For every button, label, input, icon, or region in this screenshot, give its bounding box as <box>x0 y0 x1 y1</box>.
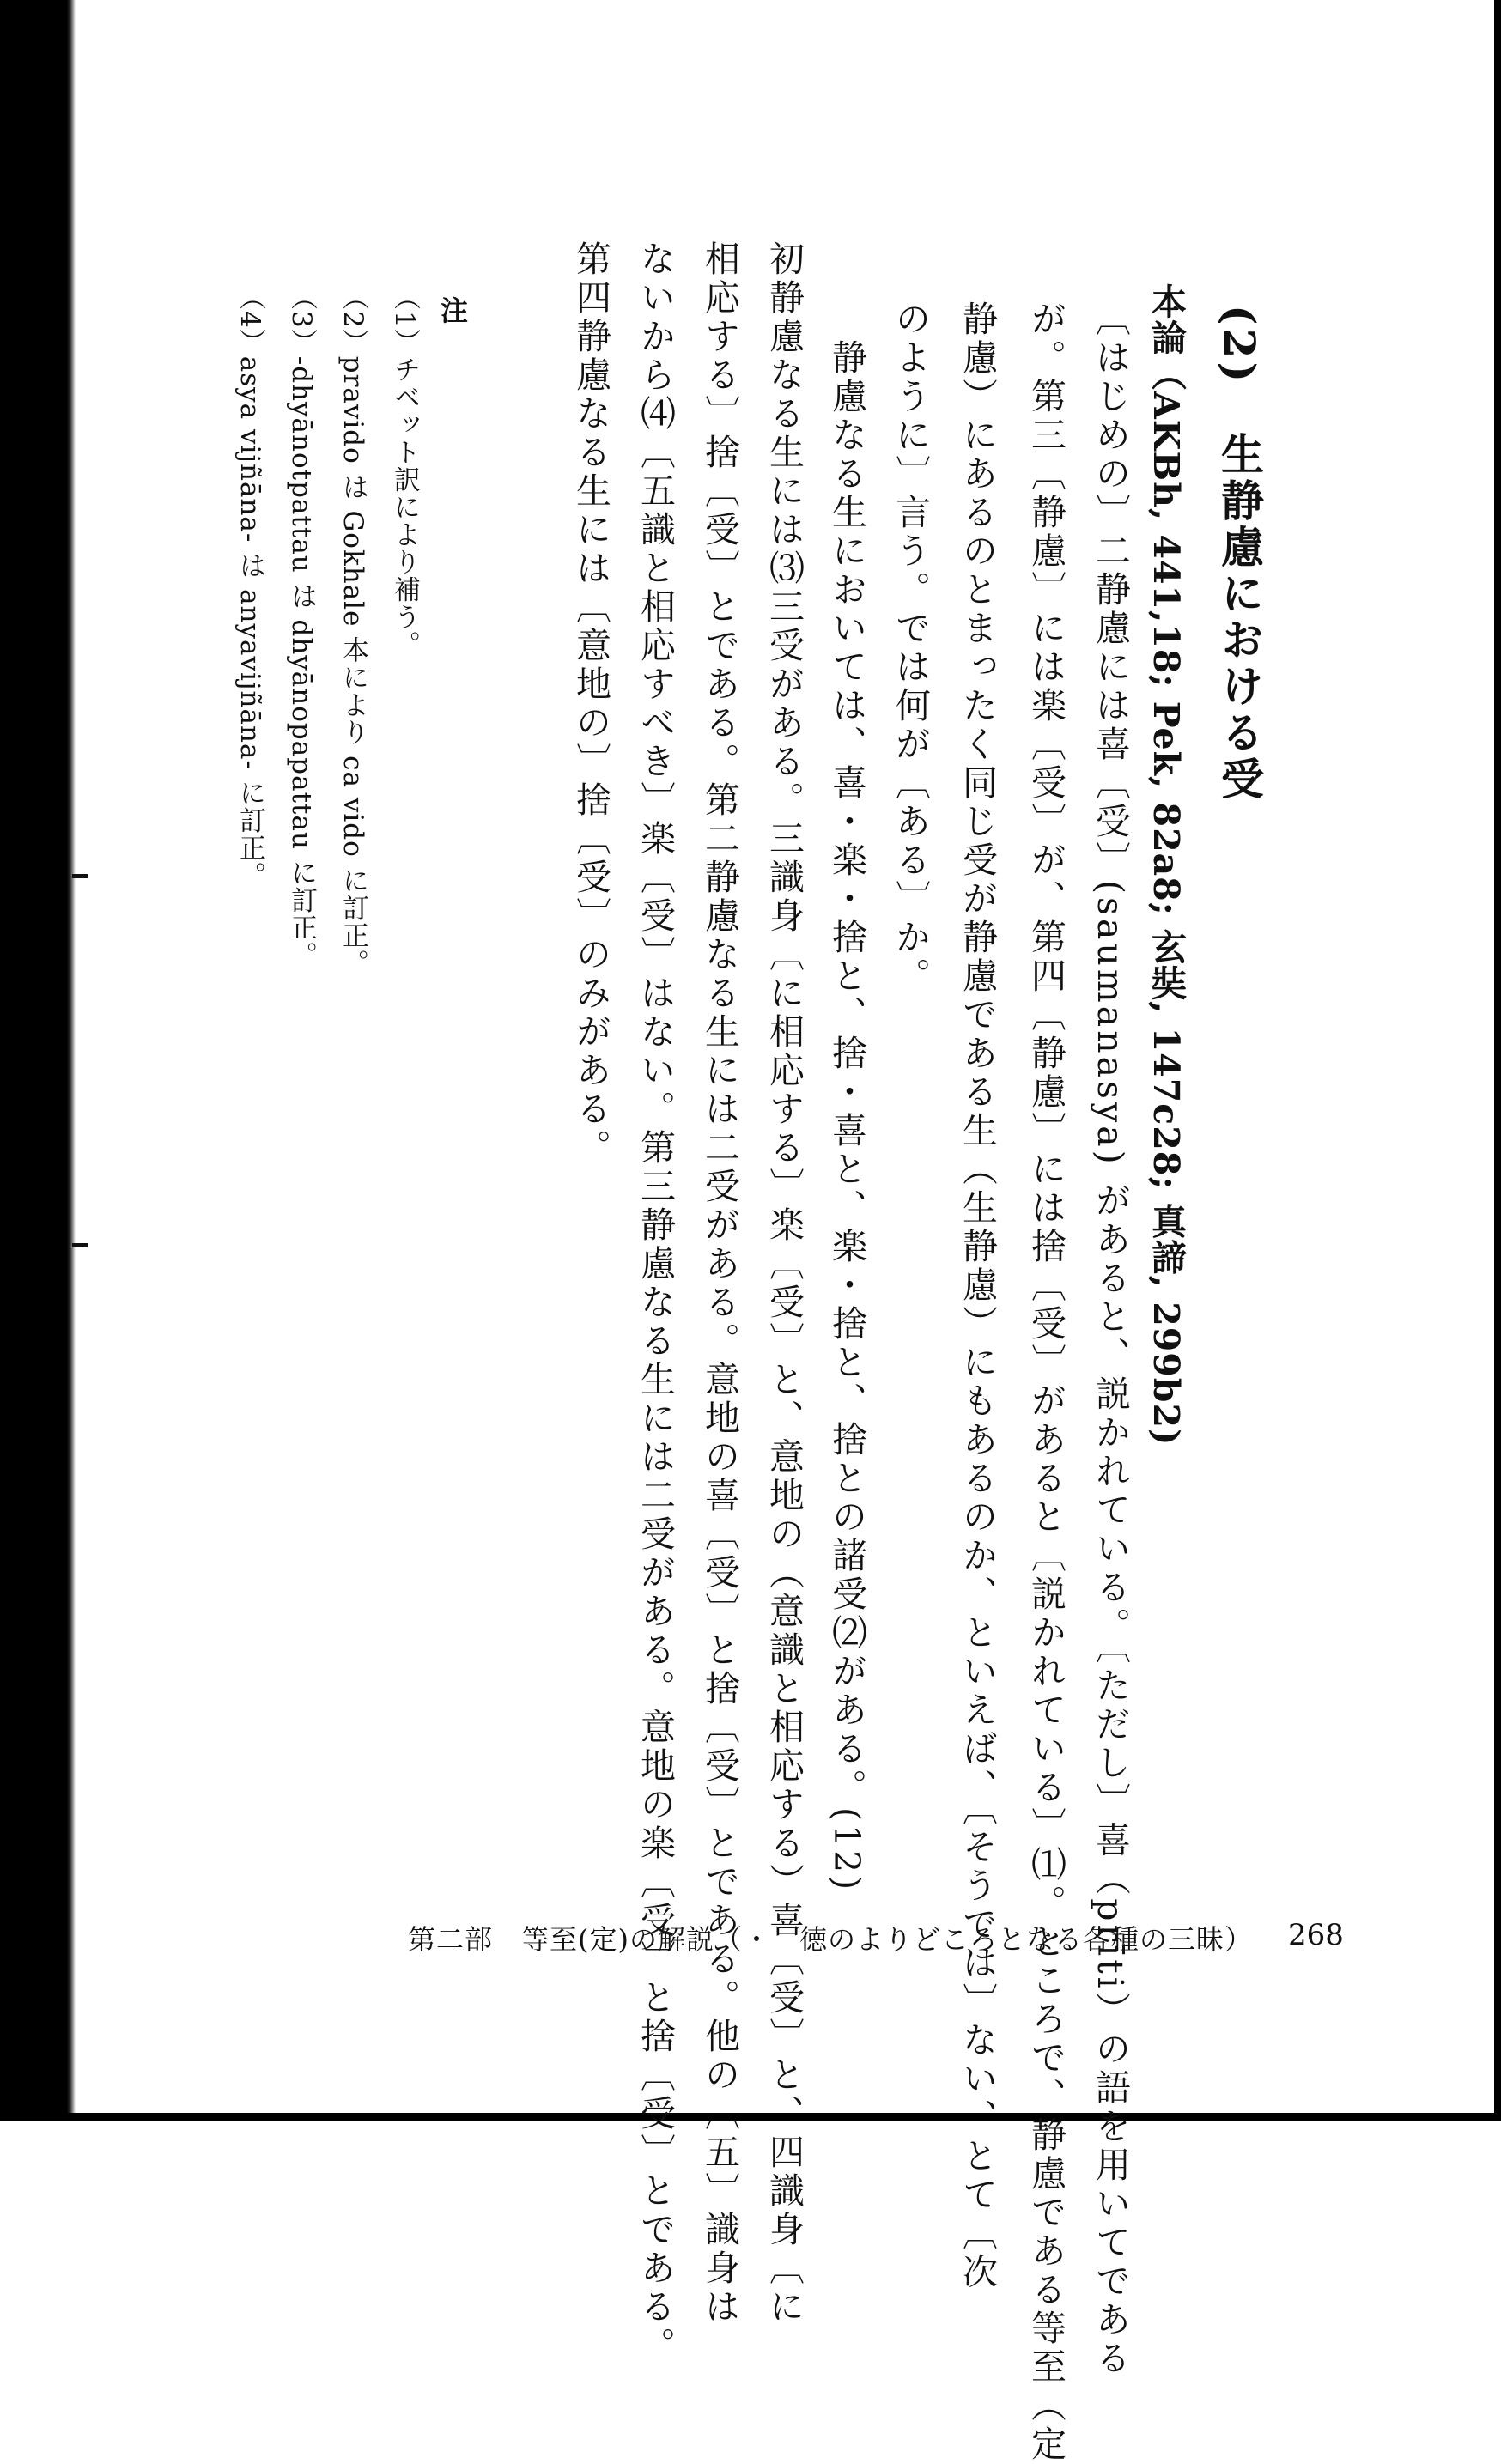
note-item: （1）チベット訳により補う。 <box>389 283 420 658</box>
paragraph-line: 〔はじめの〕二静慮には喜〔受〕(saumanasya) があると、説かれている。〔ただし〕喜（prīti）の語を用いてである <box>1090 300 1131 2378</box>
note-item: （2）pravido は Gokhale 本により ca vido に訂正。 <box>337 283 368 977</box>
paragraph-line: 第四静慮なる生には〔意地の〕捨〔受〕のみがある。 <box>570 240 611 1168</box>
section-heading: (2) 生静慮における受 <box>1214 305 1265 804</box>
scan-tick-mark <box>72 1243 88 1247</box>
scan-tick-mark <box>72 874 88 878</box>
paragraph-line: 静慮）にあるのとまったく同じ受が静慮である生（生静慮）にもあるのか、といえば、〔そうでは〕ない、とて〔次 <box>957 300 998 2292</box>
source-reference: 本論（AKBh, 441,18; Pek, 82a8; 玄奘, 147c28; 真諦, 299b2) <box>1146 283 1187 1447</box>
scan-binding-edge <box>0 0 76 2121</box>
note-item: （4）asya vijñāna- は anyavijñāna- に訂正。 <box>234 283 265 889</box>
paragraph-line: 初静慮なる生には⑶三受がある。三識身〔に相応する〕楽〔受〕と、意地の（意識と相応する）喜〔受〕と、四識身〔に <box>763 240 805 2327</box>
paragraph-line: が。第三〔静慮〕には楽〔受〕が、第四〔静慮〕には捨〔受〕があると〔説かれている〕⑴。ところで、静慮である等至（定 <box>1025 300 1066 2464</box>
scan-bottom-edge <box>0 2113 1501 2121</box>
paragraph-line: 相応する〕捨〔受〕とである。第二静慮なる生には二受がある。意地の喜〔受〕と捨〔受〕とである。他の〔五〕識身は <box>699 240 740 2327</box>
paragraph-line: のように〕言う。では何が〔ある〕か。 <box>890 300 931 996</box>
page-number: 268 <box>1288 1918 1344 1952</box>
paragraph-line: 静慮なる生においては、喜・楽・捨と、捨・喜と、楽・捨と、捨との諸受⑵がある。(12) <box>826 300 867 1894</box>
paragraph-line: ないから⑷〔五識と相応すべき〕楽〔受〕はない。第三静慮なる生には二受がある。意地の楽〔受〕と捨〔受〕とである。 <box>635 240 676 2365</box>
notes-heading: 注 <box>436 296 469 324</box>
running-footer: 第二部 等至(定)の解説（・ 徳のよりどころとなる各種の三昧） <box>408 1923 1253 1956</box>
scan-right-edge <box>1494 0 1501 2121</box>
note-item: （3）-dhyānotpattau は dhyānopapattau に訂正。 <box>286 283 317 969</box>
